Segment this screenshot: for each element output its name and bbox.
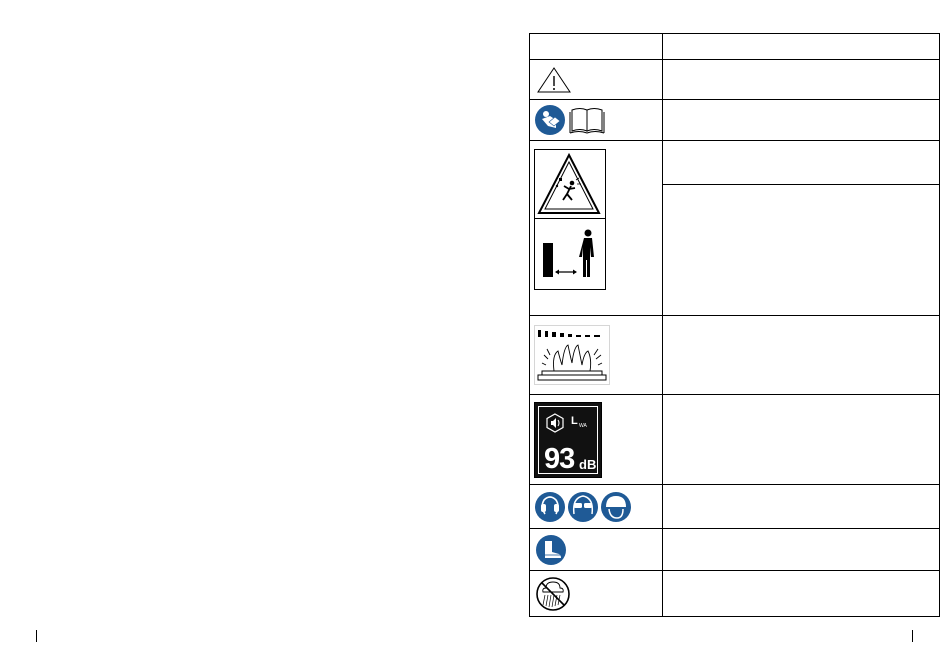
description-cell bbox=[663, 100, 940, 141]
sound-power-level-icon bbox=[534, 402, 602, 478]
description-cell bbox=[663, 395, 940, 485]
sound-level-value: 93 bbox=[544, 442, 575, 475]
table-header-row bbox=[530, 34, 940, 60]
protective-footwear-icon bbox=[534, 533, 662, 567]
left-page-marker bbox=[36, 630, 37, 642]
symbol-cell bbox=[530, 100, 663, 141]
symbol-cell bbox=[530, 485, 663, 529]
no-rain-exposure-icon bbox=[534, 575, 662, 613]
stacked-symbols bbox=[534, 149, 606, 290]
table-row bbox=[530, 395, 940, 485]
header-meaning-cell bbox=[663, 34, 940, 60]
table-row bbox=[530, 60, 940, 100]
table-row bbox=[530, 141, 940, 185]
ear-eye-head-protection-icon bbox=[534, 490, 662, 524]
sound-level-label: L bbox=[571, 414, 578, 427]
description-cell bbox=[663, 485, 940, 529]
safe-distance-icon bbox=[535, 219, 605, 289]
table-row bbox=[530, 485, 940, 529]
description-cell bbox=[663, 571, 940, 617]
sound-level-unit: dB bbox=[579, 456, 597, 472]
thrown-objects-hazard-icon bbox=[535, 150, 605, 218]
table-row bbox=[530, 316, 940, 395]
safety-symbols-table bbox=[529, 33, 940, 617]
read-manual-icon bbox=[534, 103, 662, 137]
warning-triangle-icon bbox=[534, 65, 662, 95]
description-cell bbox=[663, 316, 940, 395]
symbol-cell bbox=[530, 60, 663, 100]
table-row bbox=[530, 571, 940, 617]
symbol-cell bbox=[530, 316, 663, 395]
sound-level-subscript: WA bbox=[579, 422, 587, 429]
table-row bbox=[530, 100, 940, 141]
right-page-marker bbox=[912, 630, 913, 642]
symbol-cell bbox=[530, 395, 663, 485]
header-symbol-cell bbox=[530, 34, 663, 60]
description-cell bbox=[663, 185, 940, 316]
symbol-cell bbox=[530, 141, 663, 316]
symbol-cell bbox=[530, 529, 663, 571]
table-row bbox=[530, 529, 940, 571]
sharp-blades-hazard-icon bbox=[534, 325, 662, 385]
description-cell bbox=[663, 141, 940, 185]
description-cell bbox=[663, 529, 940, 571]
description-cell bbox=[663, 60, 940, 100]
symbol-cell bbox=[530, 571, 663, 617]
